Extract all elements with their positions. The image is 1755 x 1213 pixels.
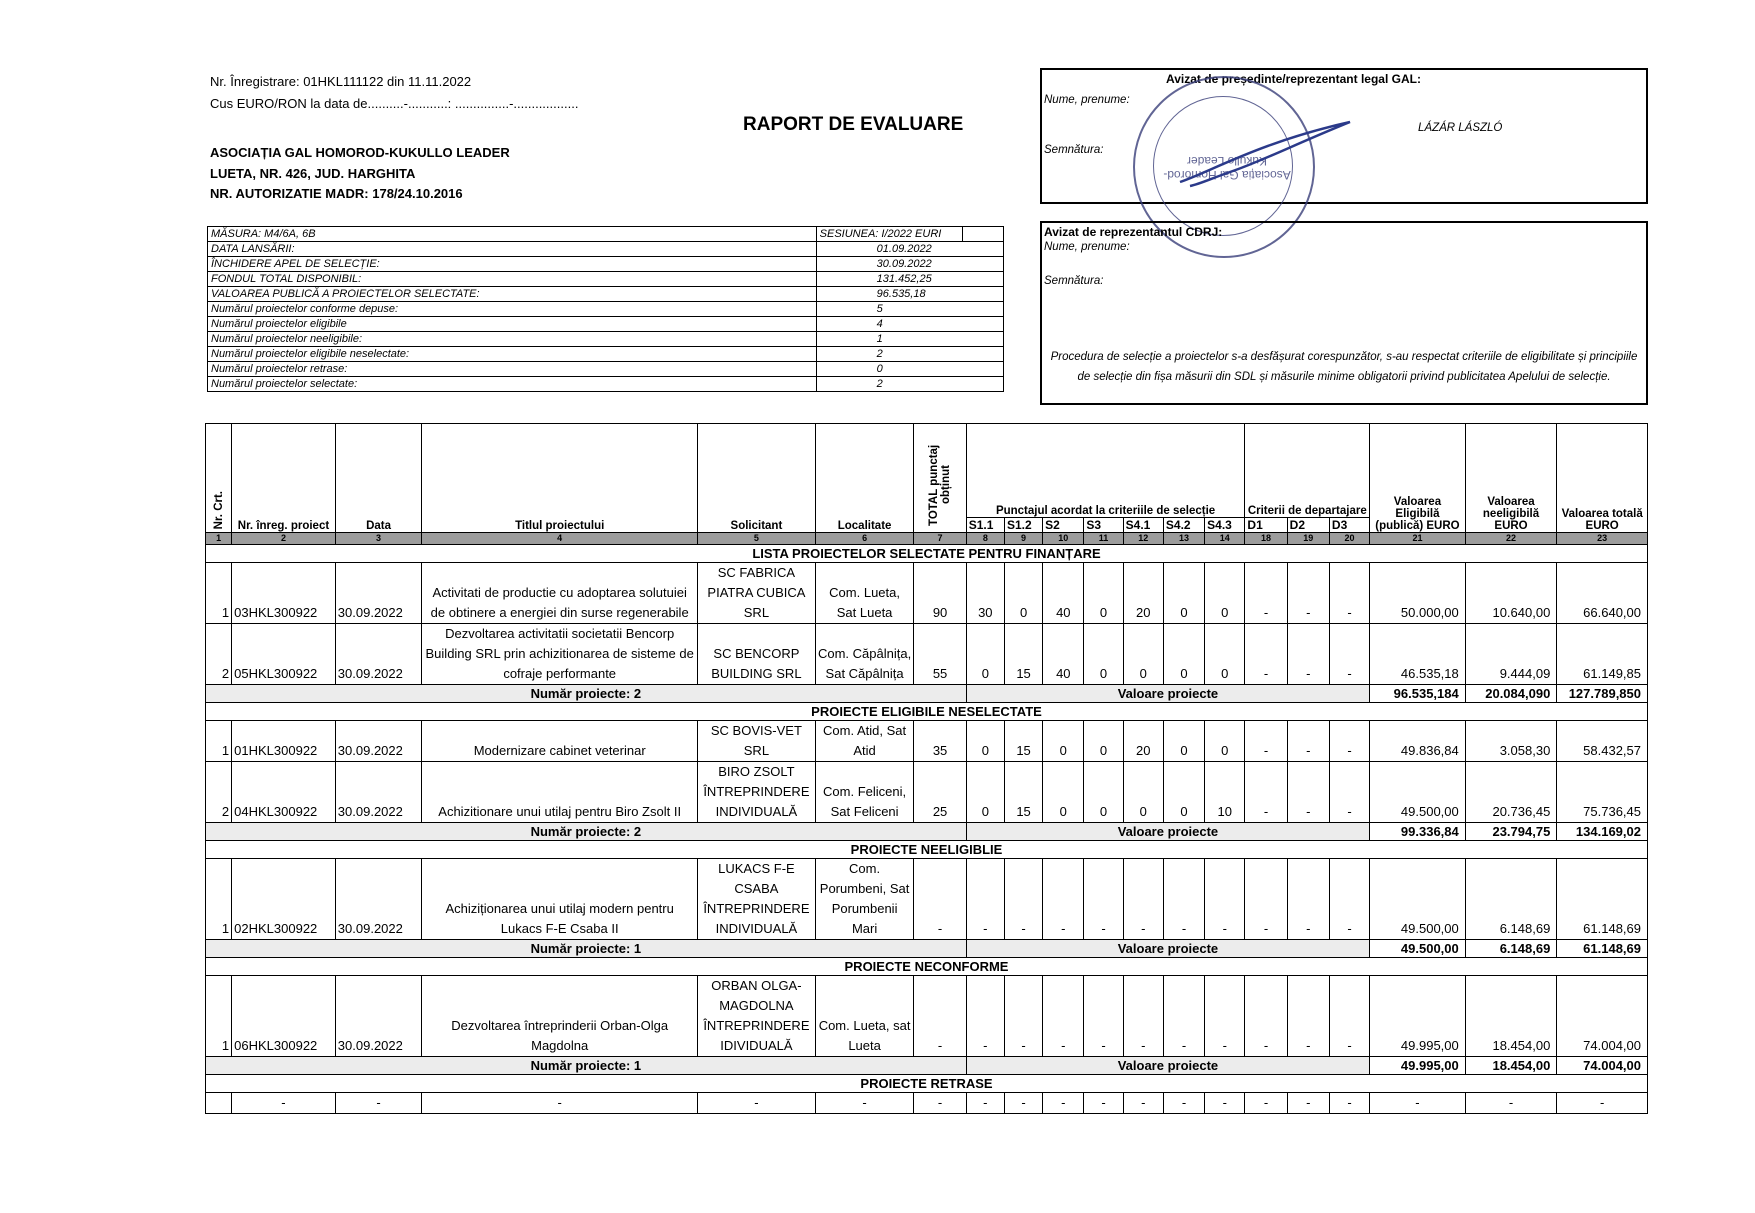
tiebreak-value: - — [1287, 976, 1329, 1057]
column-number: 8 — [966, 533, 1004, 545]
value-label: Valoare proiecte — [966, 940, 1369, 958]
criteria-score: 0 — [1123, 762, 1163, 823]
table-row — [206, 563, 1648, 624]
criteria-score: - — [1043, 976, 1084, 1057]
section-total-row — [206, 685, 1648, 703]
withdrawn-cell: - — [1004, 1093, 1042, 1114]
section-title: PROIECTE NEELIGIBLIE — [206, 841, 1648, 859]
row-number — [206, 1093, 232, 1114]
section-title: LISTA PROIECTELOR SELECTATE PENTRU FINANȚARE — [206, 545, 1648, 563]
tiebreak-header: D2 — [1287, 518, 1329, 533]
project-count: Număr proiecte: 2 — [206, 823, 967, 841]
criteria-score: 0 — [966, 721, 1004, 762]
criteria-score: 0 — [1163, 721, 1204, 762]
page-title: RAPORT DE EVALUARE — [743, 114, 964, 135]
gal-signature-label: Semnătura: — [1044, 144, 1104, 156]
column-number: 10 — [1043, 533, 1084, 545]
row-date: 30.09.2022 — [335, 859, 422, 940]
total-value: 75.736,45 — [1557, 762, 1648, 823]
section-header — [206, 545, 1648, 563]
total-score: 90 — [914, 563, 966, 624]
sum-total: 127.789,850 — [1557, 685, 1648, 703]
withdrawn-cell: - — [1245, 1093, 1287, 1114]
col-ineligible: Valoarea neeligibilă EURO — [1465, 424, 1557, 533]
info-row — [208, 347, 1004, 362]
cdrj-signature-label: Semnătura: — [1044, 275, 1104, 287]
row-number: 1 — [206, 721, 232, 762]
info-row — [208, 242, 1004, 257]
criteria-score: 0 — [966, 624, 1004, 685]
registration-number: 06HKL300922 — [232, 976, 336, 1057]
criteria-score: 0 — [1084, 762, 1123, 823]
criteria-score: - — [1163, 976, 1204, 1057]
ineligible-value: 9.444,09 — [1465, 624, 1557, 685]
ineligible-value: 10.640,00 — [1465, 563, 1557, 624]
ineligible-value: 3.058,30 — [1465, 721, 1557, 762]
registration-number: 03HKL300922 — [232, 563, 336, 624]
handwritten-signature — [1150, 112, 1360, 202]
row-number: 2 — [206, 762, 232, 823]
column-number: 18 — [1245, 533, 1287, 545]
stamp-text: Asociația Gal Homorod-Kukullo Leader — [1163, 154, 1291, 182]
info-value: 30.09.2022 — [816, 257, 1003, 272]
sum-ineligible: 20.084,090 — [1465, 685, 1557, 703]
locality: Com. Feliceni, Sat Feliceni — [815, 762, 914, 823]
col-eligible: Valoarea Eligibilă (publică) EURO — [1370, 424, 1466, 533]
criteria-score: 0 — [1043, 721, 1084, 762]
row-date: 30.09.2022 — [335, 721, 422, 762]
sum-ineligible: 18.454,00 — [1465, 1057, 1557, 1075]
applicant: ORBAN OLGA-MAGDOLNA ÎNTREPRINDERE IDIVIDUALĂ — [698, 976, 816, 1057]
section-header — [206, 958, 1648, 976]
col-locality: Localitate — [815, 424, 914, 533]
column-number: 23 — [1557, 533, 1648, 545]
column-number: 4 — [422, 533, 698, 545]
project-title: Achiziționarea unui utilaj modern pentru Lukacs F-E Csaba II — [422, 859, 698, 940]
withdrawn-cell: - — [422, 1093, 698, 1114]
table-row — [206, 859, 1648, 940]
criteria-score: - — [1205, 976, 1245, 1057]
applicant: SC BENCORP BUILDING SRL — [698, 624, 816, 685]
sum-ineligible: 23.794,75 — [1465, 823, 1557, 841]
total-value: 58.432,57 — [1557, 721, 1648, 762]
column-number: 19 — [1287, 533, 1329, 545]
withdrawn-cell: - — [815, 1093, 914, 1114]
tiebreak-header: D1 — [1245, 518, 1287, 533]
sum-total: 74.004,00 — [1557, 1057, 1648, 1075]
table-row — [206, 762, 1648, 823]
eligible-value: 49.500,00 — [1370, 859, 1466, 940]
info-empty-cell — [963, 227, 1004, 242]
info-value: 2 — [816, 377, 1003, 392]
projects-table — [205, 423, 1648, 1114]
section-total-row — [206, 1057, 1648, 1075]
col-criteria-group: Punctajul acordat la criteriile de selecție — [966, 424, 1245, 518]
section-title: PROIECTE NECONFORME — [206, 958, 1648, 976]
info-value: 1 — [816, 332, 1003, 347]
criteria-score: 15 — [1004, 624, 1042, 685]
info-label: VALOAREA PUBLICĂ A PROIECTELOR SELECTATE: — [208, 287, 817, 302]
tiebreak-value: - — [1329, 721, 1369, 762]
applicant: BIRO ZSOLT ÎNTREPRINDERE INDIVIDUALĂ — [698, 762, 816, 823]
exchange-rate-line: Cus EURO/RON la data de..........-...........: ...............-.................. — [210, 96, 579, 111]
withdrawn-cell: - — [1370, 1093, 1466, 1114]
info-row — [208, 332, 1004, 347]
locality: Com. Porumbeni, Sat Porumbenii Mari — [815, 859, 914, 940]
eligible-value: 49.995,00 — [1370, 976, 1466, 1057]
criteria-score: 40 — [1043, 624, 1084, 685]
col-reg: Nr. înreg. proiect — [232, 424, 336, 533]
col-title: Titlul proiectului — [422, 424, 698, 533]
sum-eligible: 49.500,00 — [1370, 940, 1466, 958]
table-row — [206, 721, 1648, 762]
criteria-score: 0 — [1123, 624, 1163, 685]
row-number: 2 — [206, 624, 232, 685]
sum-eligible: 99.336,84 — [1370, 823, 1466, 841]
registration-number: 01HKL300922 — [232, 721, 336, 762]
withdrawn-cell: - — [914, 1093, 966, 1114]
col-total-value: Valoarea totală EURO — [1557, 424, 1648, 533]
tiebreak-value: - — [1245, 624, 1287, 685]
criteria-header: S4.1 — [1123, 518, 1163, 533]
tiebreak-value: - — [1245, 721, 1287, 762]
total-value: 61.149,85 — [1557, 624, 1648, 685]
criteria-score: - — [1123, 976, 1163, 1057]
info-row — [208, 317, 1004, 332]
criteria-score: 15 — [1004, 762, 1042, 823]
info-row — [208, 272, 1004, 287]
column-number: 3 — [335, 533, 422, 545]
measure-info-table — [207, 226, 1004, 392]
withdrawn-cell: - — [966, 1093, 1004, 1114]
registration-number: 02HKL300922 — [232, 859, 336, 940]
info-row — [208, 302, 1004, 317]
withdrawn-cell: - — [1557, 1093, 1648, 1114]
criteria-score: - — [1084, 859, 1123, 940]
value-label: Valoare proiecte — [966, 685, 1369, 703]
row-date: 30.09.2022 — [335, 762, 422, 823]
total-value: 61.148,69 — [1557, 859, 1648, 940]
total-score: - — [914, 859, 966, 940]
info-value: 01.09.2022 — [816, 242, 1003, 257]
section-header — [206, 1075, 1648, 1093]
criteria-score: 15 — [1004, 721, 1042, 762]
section-title: PROIECTE RETRASE — [206, 1075, 1648, 1093]
table-row — [206, 1093, 1648, 1114]
section-header — [206, 841, 1648, 859]
criteria-score: 0 — [1004, 563, 1042, 624]
info-label: MĂSURA: M4/6A, 6B — [208, 227, 817, 242]
org-address: LUETA, NR. 426, JUD. HARGHITA — [210, 166, 416, 181]
criteria-header: S4.3 — [1205, 518, 1245, 533]
withdrawn-cell: - — [1329, 1093, 1369, 1114]
tiebreak-value: - — [1245, 563, 1287, 624]
registration-number: 05HKL300922 — [232, 624, 336, 685]
section-title: PROIECTE ELIGIBILE NESELECTATE — [206, 703, 1648, 721]
column-number: 13 — [1163, 533, 1204, 545]
criteria-header: S1.2 — [1004, 518, 1042, 533]
column-number: 2 — [232, 533, 336, 545]
info-label: ÎNCHIDERE APEL DE SELECȚIE: — [208, 257, 817, 272]
criteria-score: 20 — [1123, 721, 1163, 762]
criteria-score: 0 — [1084, 624, 1123, 685]
criteria-score: 0 — [966, 762, 1004, 823]
col-applicant: Solicitant — [698, 424, 816, 533]
column-number: 7 — [914, 533, 966, 545]
applicant: SC FABRICA PIATRA CUBICA SRL — [698, 563, 816, 624]
project-title: Achizitionare unui utilaj pentru Biro Zsolt II — [422, 762, 698, 823]
column-number: 6 — [815, 533, 914, 545]
cdrj-name-label: Nume, prenume: — [1044, 241, 1130, 253]
total-value: 74.004,00 — [1557, 976, 1648, 1057]
ineligible-value: 20.736,45 — [1465, 762, 1557, 823]
ineligible-value: 18.454,00 — [1465, 976, 1557, 1057]
section-header — [206, 703, 1648, 721]
withdrawn-cell: - — [698, 1093, 816, 1114]
criteria-header: S2 — [1043, 518, 1084, 533]
withdrawn-cell: - — [1205, 1093, 1245, 1114]
project-count: Număr proiecte: 2 — [206, 685, 967, 703]
project-title: Dezvoltarea activitatii societatii Bencorp Building SRL prin achizitionarea de sisteme de cofraje performante — [422, 624, 698, 685]
info-label: Numărul proiectelor eligibile neselectate: — [208, 347, 817, 362]
row-number: 1 — [206, 563, 232, 624]
tiebreak-value: - — [1329, 762, 1369, 823]
section-total-row — [206, 823, 1648, 841]
eligible-value: 50.000,00 — [1370, 563, 1466, 624]
project-count: Număr proiecte: 1 — [206, 1057, 967, 1075]
tiebreak-header: D3 — [1329, 518, 1369, 533]
section-total-row — [206, 940, 1648, 958]
info-label: Numărul proiectelor neeligibile: — [208, 332, 817, 347]
eligible-value: 49.836,84 — [1370, 721, 1466, 762]
locality: Com. Lueta, Sat Lueta — [815, 563, 914, 624]
withdrawn-cell: - — [1163, 1093, 1204, 1114]
column-number: 22 — [1465, 533, 1557, 545]
info-value: 131.452,25 — [816, 272, 1003, 287]
criteria-score: 0 — [1163, 624, 1204, 685]
sum-eligible: 96.535,184 — [1370, 685, 1466, 703]
ineligible-value: 6.148,69 — [1465, 859, 1557, 940]
info-value: SESIUNEA: I/2022 EURI — [816, 227, 963, 242]
cdrj-approval-box — [1040, 221, 1648, 405]
total-score: 35 — [914, 721, 966, 762]
criteria-score: - — [1123, 859, 1163, 940]
table-row — [206, 976, 1648, 1057]
col-total-score: TOTAL punctaj obținut — [914, 424, 966, 533]
total-score: 55 — [914, 624, 966, 685]
criteria-score: 40 — [1043, 563, 1084, 624]
gal-name-value: LÁZÁR LÁSZLÓ — [1418, 122, 1503, 134]
criteria-score: 0 — [1163, 563, 1204, 624]
criteria-score: - — [966, 859, 1004, 940]
column-number: 21 — [1370, 533, 1466, 545]
tiebreak-value: - — [1329, 563, 1369, 624]
org-authorization: NR. AUTORIZATIE MADR: 178/24.10.2016 — [210, 186, 463, 201]
project-title: Dezvoltarea întreprinderii Orban-Olga Magdolna — [422, 976, 698, 1057]
info-label: FONDUL TOTAL DISPONIBIL: — [208, 272, 817, 287]
info-label: Numărul proiectelor selectate: — [208, 377, 817, 392]
criteria-score: 30 — [966, 563, 1004, 624]
criteria-score: 0 — [1205, 563, 1245, 624]
info-label: Numărul proiectelor conforme depuse: — [208, 302, 817, 317]
criteria-header: S1.1 — [966, 518, 1004, 533]
tiebreak-value: - — [1287, 762, 1329, 823]
tiebreak-value: - — [1245, 762, 1287, 823]
row-date: 30.09.2022 — [335, 563, 422, 624]
column-number: 1 — [206, 533, 232, 545]
registration-number: 04HKL300922 — [232, 762, 336, 823]
criteria-header: S3 — [1084, 518, 1123, 533]
column-number: 12 — [1123, 533, 1163, 545]
eligible-value: 46.535,18 — [1370, 624, 1466, 685]
criteria-score: - — [966, 976, 1004, 1057]
info-value: 5 — [816, 302, 1003, 317]
gal-name-label: Nume, prenume: — [1044, 94, 1130, 106]
tiebreak-value: - — [1287, 624, 1329, 685]
withdrawn-cell: - — [1043, 1093, 1084, 1114]
tiebreak-value: - — [1287, 563, 1329, 624]
col-tiebreak-group: Criterii de departajare — [1245, 424, 1370, 518]
criteria-score: - — [1205, 859, 1245, 940]
criteria-score: 20 — [1123, 563, 1163, 624]
col-nr: Nr. Crt. — [206, 424, 232, 533]
info-value: 0 — [816, 362, 1003, 377]
total-score: - — [914, 976, 966, 1057]
tiebreak-value: - — [1287, 859, 1329, 940]
tiebreak-value: - — [1329, 859, 1369, 940]
org-name: ASOCIAȚIA GAL HOMOROD-KUKULLO LEADER — [210, 145, 510, 160]
column-number: 5 — [698, 533, 816, 545]
withdrawn-cell: - — [1465, 1093, 1557, 1114]
project-title: Modernizare cabinet veterinar — [422, 721, 698, 762]
info-row — [208, 257, 1004, 272]
locality: Com. Lueta, sat Lueta — [815, 976, 914, 1057]
row-date: 30.09.2022 — [335, 624, 422, 685]
tiebreak-value: - — [1287, 721, 1329, 762]
criteria-score: 0 — [1163, 762, 1204, 823]
sum-total: 134.169,02 — [1557, 823, 1648, 841]
project-count: Număr proiecte: 1 — [206, 940, 967, 958]
total-score: 25 — [914, 762, 966, 823]
info-value: 96.535,18 — [816, 287, 1003, 302]
applicant: LUKACS F-E CSABA ÎNTREPRINDERE INDIVIDUALĂ — [698, 859, 816, 940]
info-label: Numărul proiectelor eligibile — [208, 317, 817, 332]
gal-approval-title: Avizat de președinte/reprezentant legal GAL: — [1166, 72, 1421, 86]
applicant: SC BOVIS-VET SRL — [698, 721, 816, 762]
tiebreak-value: - — [1245, 976, 1287, 1057]
locality: Com. Atid, Sat Atid — [815, 721, 914, 762]
criteria-score: - — [1043, 859, 1084, 940]
criteria-score: 0 — [1084, 563, 1123, 624]
tiebreak-value: - — [1245, 859, 1287, 940]
row-date: 30.09.2022 — [335, 976, 422, 1057]
value-label: Valoare proiecte — [966, 823, 1369, 841]
sum-total: 61.148,69 — [1557, 940, 1648, 958]
criteria-score: 0 — [1205, 721, 1245, 762]
locality: Com. Căpâlnița, Sat Căpâlnița — [815, 624, 914, 685]
info-label: Numărul proiectelor retrase: — [208, 362, 817, 377]
tiebreak-value: - — [1329, 624, 1369, 685]
sum-ineligible: 6.148,69 — [1465, 940, 1557, 958]
criteria-score: - — [1163, 859, 1204, 940]
criteria-score: 10 — [1205, 762, 1245, 823]
registration-number: Nr. Înregistrare: 01HKL111122 din 11.11.2022 — [210, 74, 472, 89]
column-number: 11 — [1084, 533, 1123, 545]
info-value: 4 — [816, 317, 1003, 332]
criteria-score: - — [1004, 976, 1042, 1057]
info-row — [208, 362, 1004, 377]
info-row — [208, 377, 1004, 392]
criteria-score: 0 — [1205, 624, 1245, 685]
info-row — [208, 227, 1004, 242]
column-number: 20 — [1329, 533, 1369, 545]
withdrawn-cell: - — [1287, 1093, 1329, 1114]
column-number: 9 — [1004, 533, 1042, 545]
value-label: Valoare proiecte — [966, 1057, 1369, 1075]
withdrawn-cell: - — [335, 1093, 422, 1114]
procedure-statement: Procedura de selecție a proiectelor s-a desfășurat corespunzător, s-au respectat criteriile de eligibilitate și principiile de selecție din fișa măsurii din SDL și măsurile minime obligatorii privind publicitatea Apelului de selecție. — [1050, 351, 1638, 383]
info-row — [208, 287, 1004, 302]
withdrawn-cell: - — [1084, 1093, 1123, 1114]
criteria-score: - — [1084, 976, 1123, 1057]
tiebreak-value: - — [1329, 976, 1369, 1057]
eligible-value: 49.500,00 — [1370, 762, 1466, 823]
row-number: 1 — [206, 859, 232, 940]
project-title: Activitati de productie cu adoptarea solutuiei de obtinere a energiei din surse regenerabile — [422, 563, 698, 624]
table-row — [206, 624, 1648, 685]
withdrawn-cell: - — [1123, 1093, 1163, 1114]
criteria-header: S4.2 — [1163, 518, 1204, 533]
info-value: 2 — [816, 347, 1003, 362]
column-number: 14 — [1205, 533, 1245, 545]
total-value: 66.640,00 — [1557, 563, 1648, 624]
info-label: DATA LANSĂRII: — [208, 242, 817, 257]
cdrj-approval-title: Avizat de reprezentantul CDRJ: — [1044, 225, 1223, 239]
withdrawn-cell: - — [232, 1093, 336, 1114]
sum-eligible: 49.995,00 — [1370, 1057, 1466, 1075]
col-date: Data — [335, 424, 422, 533]
row-number: 1 — [206, 976, 232, 1057]
criteria-score: - — [1004, 859, 1042, 940]
criteria-score: 0 — [1084, 721, 1123, 762]
criteria-score: 0 — [1043, 762, 1084, 823]
